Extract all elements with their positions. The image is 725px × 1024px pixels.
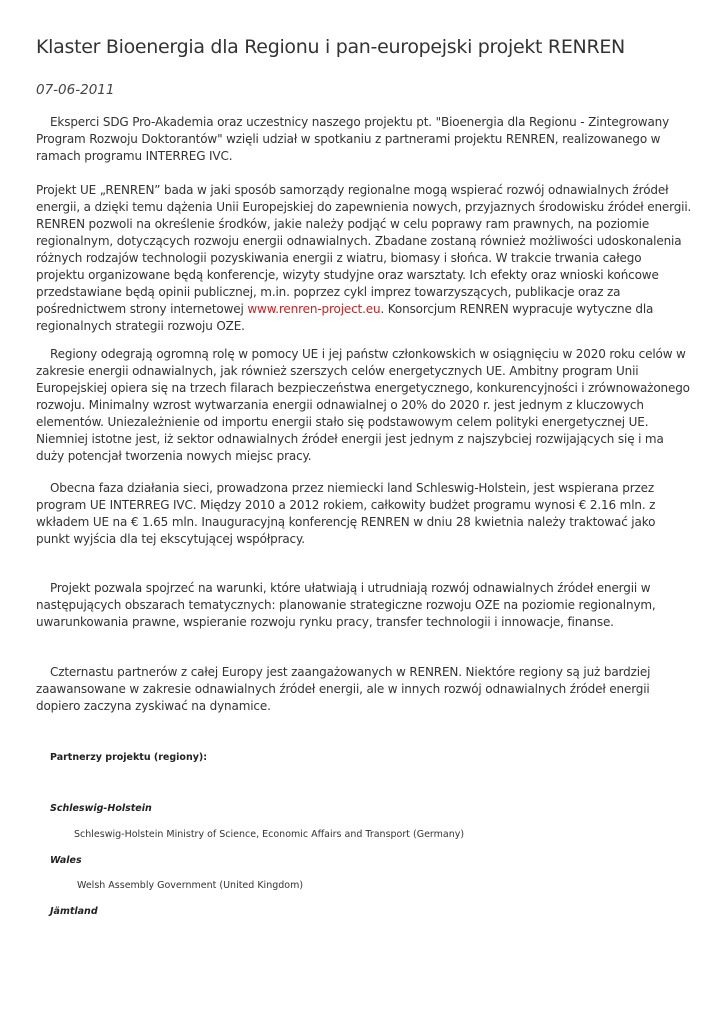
partners-heading: Partnerzy projektu (regiony): — [50, 752, 208, 763]
paragraph-network-phase: Obecna faza działania sieci, prowadzona przez niemiecki land Schleswig-Holstein, jest wspierana przez program UE INTERREG IVC. Między 2010 a 2012 rokiem, całkowity budżet programu wynosi € 2.16 mln. z wkładem UE na € 1.65 mln. Inauguracyjną konferencję RENREN w dniu 28 kwietnia należy traktować jako punkt wyjścia dla tej ekscytującej współpracy. — [36, 481, 656, 546]
partner-region: Wales — [50, 855, 82, 866]
paragraph-regions-role: Regiony odegrają ogromną rolę w pomocy UE i jej państw członkowskich w osiągnięciu w 2020 roku celów w zakresie energii odnawialnych, jak również szerszych celów energetycznych UE. Ambitny program Unii Europejskiej opiera się na trzech filarach bezpieczeństwa energetycznego, konkurencyjności i zrównoważonego rozwoju. Minimalny wzrost wytwarzania energii odnawialnej o 20% do 2020 r. jest jednym z kluczowych elementów. Uniezależnienie od importu energii stało się podstawowym celem polityki energetycznej UE. Niemniej istotne jest, iż sektor odnawialnych źródeł energii jest jednym z najszybciej rozwijających się i ma duży potencjał tworzenia nowych miejsc pracy. — [36, 347, 690, 463]
page-title: Klaster Bioenergia dla Regionu i pan-europejski projekt RENREN — [36, 36, 625, 58]
article — [36, 30, 692, 917]
renren-website-link[interactable]: www.renren-project.eu — [247, 302, 381, 316]
paragraph-text: Projekt UE „RENREN” bada w jaki sposób samorządy regionalne mogą wspierać rozwój odnawialnych źródeł energii, a dzięki temu dążenia Unii Europejskiej do zapewnienia nowych, przyjaznych środowisku źródeł energii. RENREN pozwoli na określenie środków, jakie należy podjąć w celu poprawy ram prawnych, na poziomie regionalnym, dotyczących rozwoju energii odnawialnych. Zbadane zostaną również możliwości udoskonalenia różnych rodzajów technologii pozyskiwania energii z wiatru, biomasy i słońca. W trakcie trwania całego projektu organizowane będą konferencje, wizyty studyjne oraz warsztaty. Ich efekty oraz wnioski końcowe przedstawiane będą opinii publicznej, m.in. poprzez cykl imprez towarzyszących, publikacje oraz za pośrednictwem strony internetowej — [36, 183, 692, 316]
partner-organization: Schleswig-Holstein Ministry of Science, Economic Affairs and Transport (Germany) — [74, 829, 465, 840]
paragraph-partners-count: Czternastu partnerów z całej Europy jest zaangażowanych w RENREN. Niektóre regiony są już bardziej zaawansowane w zakresie odnawialnych źródeł energii, ale w innych rozwój odnawialnych źródeł energii dopiero zaczyna zyskiwać na dynamice. — [36, 665, 651, 713]
partner-organization: Welsh Assembly Government (United Kingdom) — [77, 880, 304, 891]
paragraph-thematic-areas: Projekt pozwala spojrzeć na warunki, które ułatwiają i utrudniają rozwój odnawialnych źródeł energii w następujących obszarach tematycznych: planowanie strategiczne rozwoju OZE na poziomie regionalnym, uwarunkowania prawne, wspieranie rozwoju rynku pracy, transfer technologii i innowacje, finanse. — [36, 581, 656, 629]
partner-region: Schleswig-Holstein — [50, 803, 152, 814]
partner-region: Jämtland — [50, 906, 98, 917]
paragraph-renren-project — [36, 182, 692, 335]
paragraph-intro: Eksperci SDG Pro-Akademia oraz uczestnicy naszego projektu pt. "Bioenergia dla Regionu - Zintegrowany Program Rozwoju Doktorantów" wzięli udział w spotkaniu z partnerami projektu RENREN, realizowanego w ramach programu INTERREG IVC. — [36, 115, 670, 163]
paragraph-text: . Konsorcjum RENREN wypracuje wytyczne dla regionalnych strategii rozwoju OZE. — [36, 302, 654, 333]
publication-date: 07-06-2011 — [36, 82, 115, 98]
